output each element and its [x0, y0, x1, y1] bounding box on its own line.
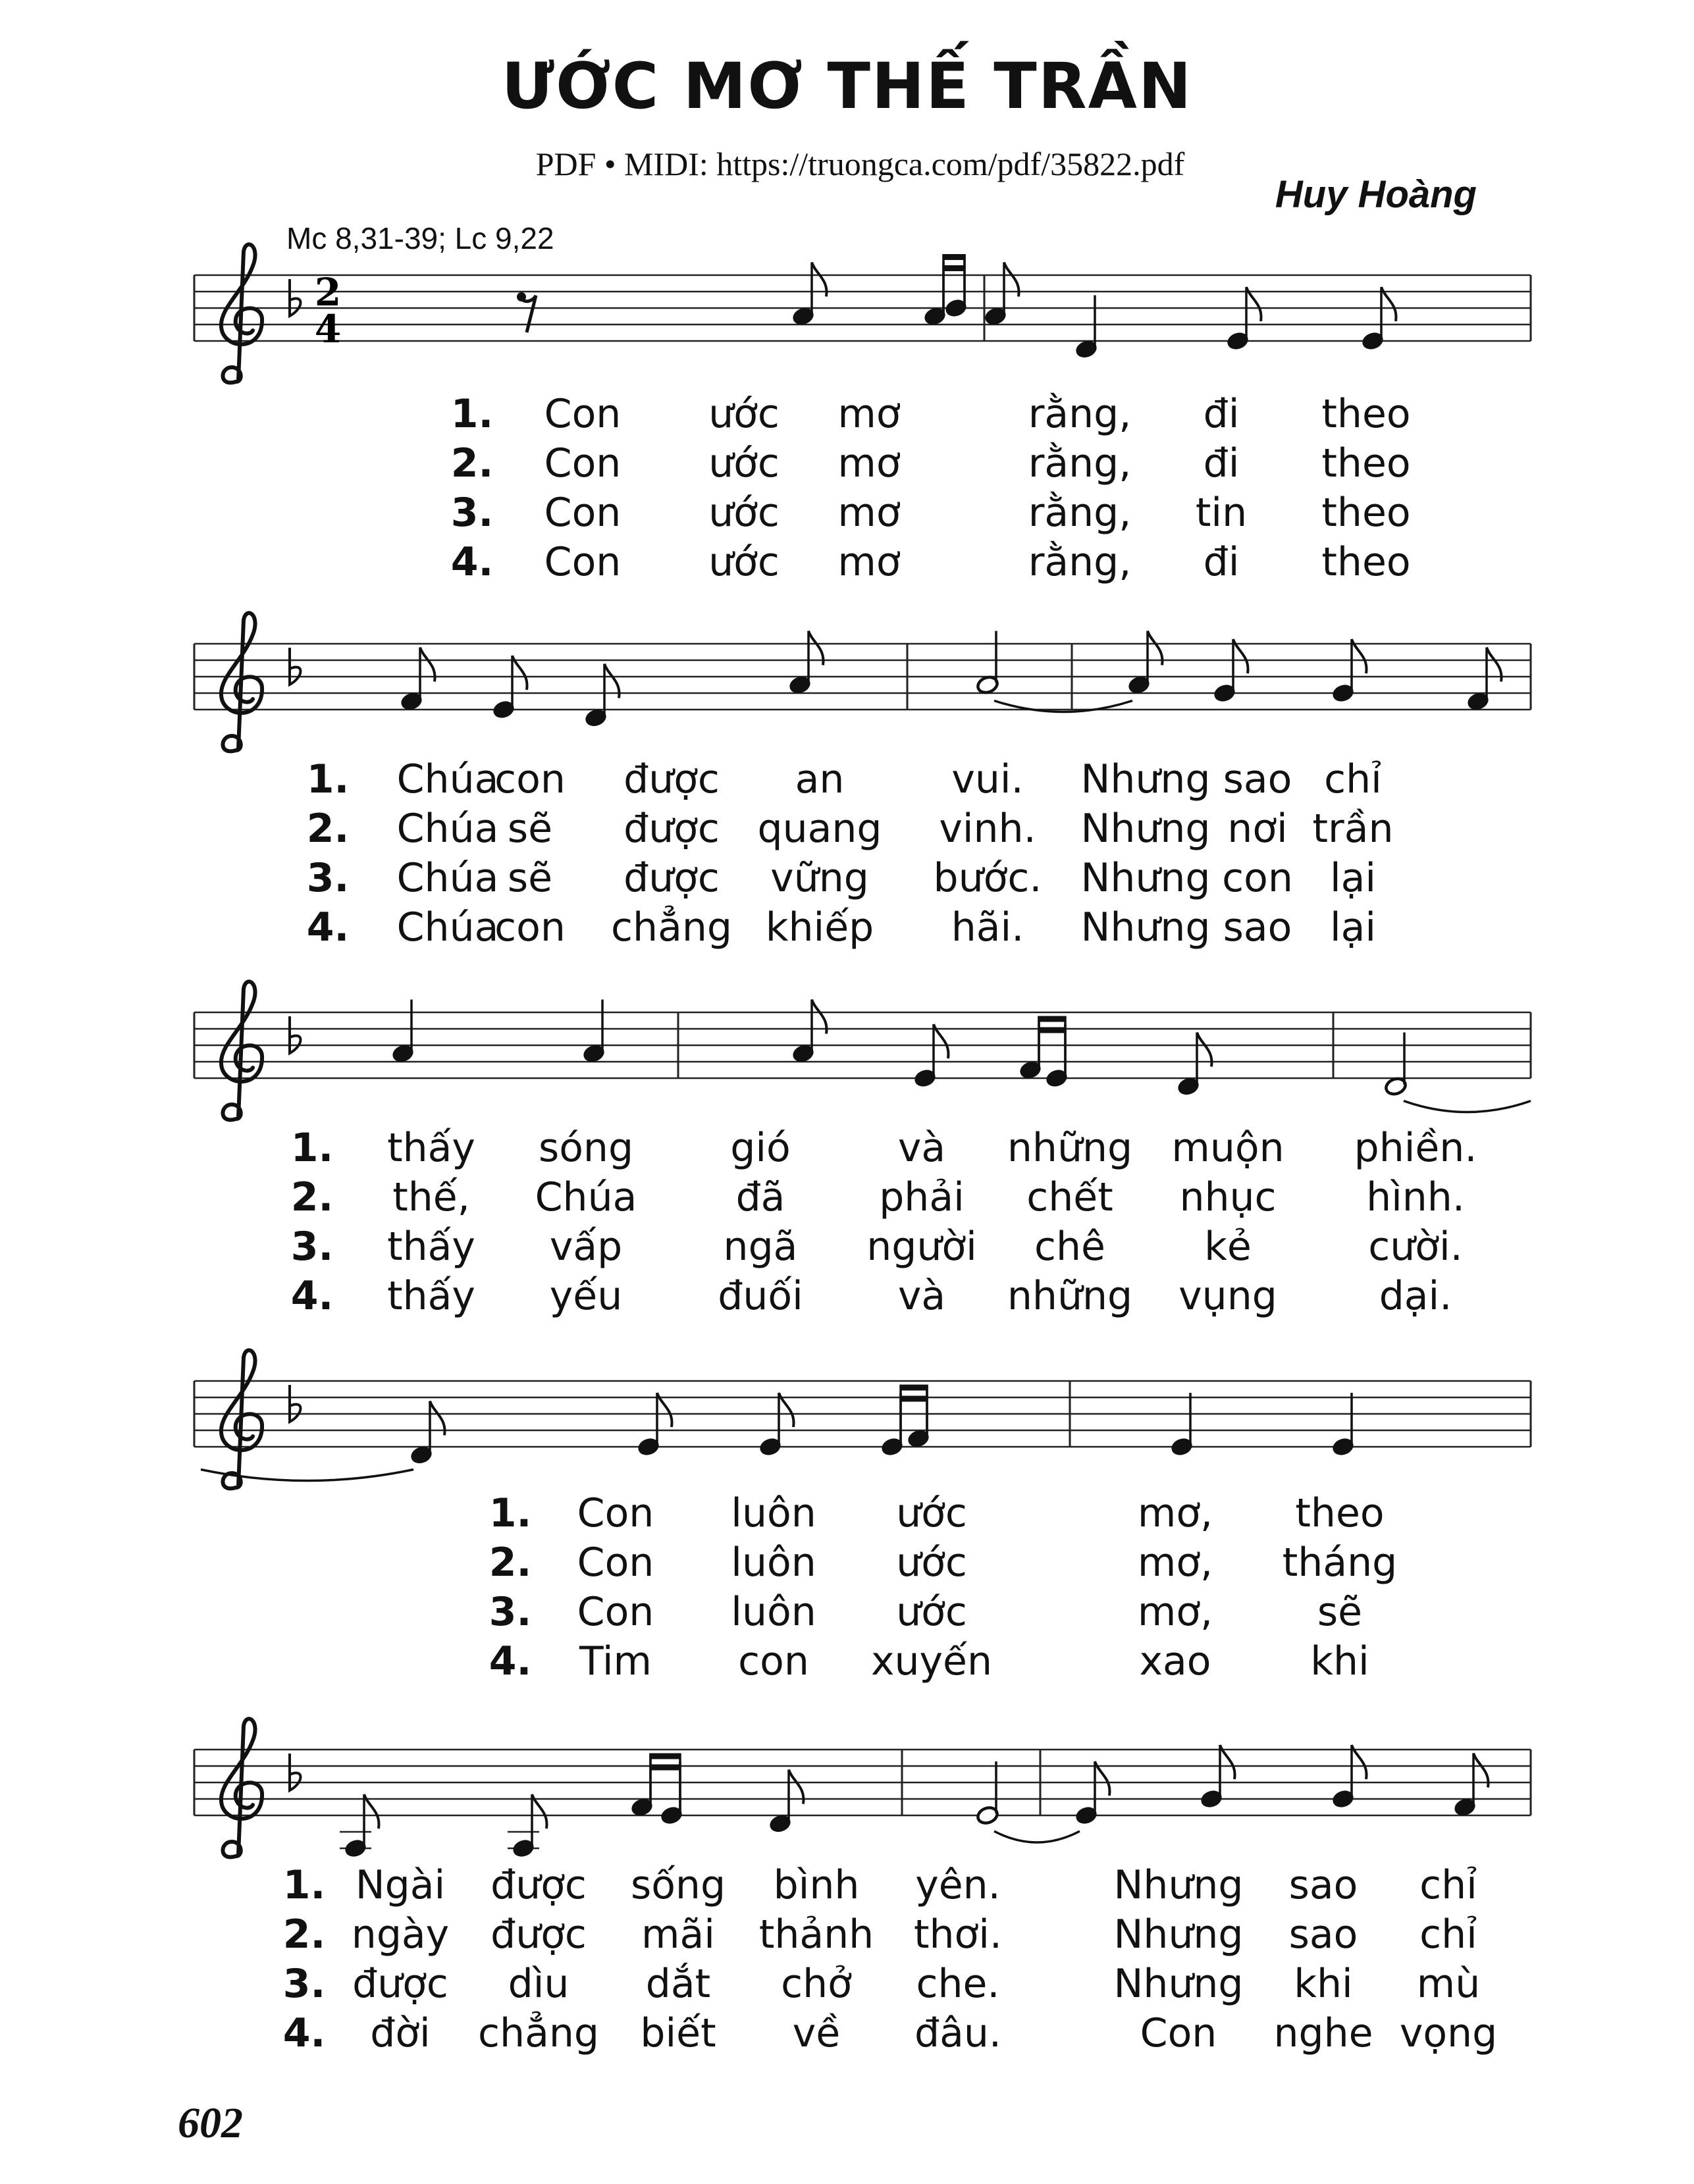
- verse-line-5-3: [0, 1960, 1694, 2008]
- lyric-word: Nhưng: [1080, 904, 1211, 950]
- treble-clef-icon: [221, 981, 262, 1120]
- lyric-word: về: [792, 2010, 841, 2056]
- verse-line-5-2: [0, 1910, 1694, 1959]
- lyric-word: nghe: [1273, 2010, 1373, 2056]
- verse-line-3-3: [0, 1222, 1694, 1271]
- lyric-word: và: [897, 1125, 946, 1171]
- lyric-word: sống: [630, 1862, 726, 1908]
- lyric-word: dìu: [508, 1961, 569, 2007]
- lyric-word: khi: [1310, 1638, 1369, 1684]
- lyric-word: Chúa: [396, 855, 499, 901]
- note-beam: [901, 1385, 927, 1391]
- lyric-word: xuyến: [871, 1638, 992, 1684]
- lyric-word: Tim: [579, 1638, 652, 1684]
- verse-number: 1.: [489, 1490, 532, 1536]
- page-number: 602: [178, 2099, 243, 2147]
- lyric-word: sẽ: [1317, 1589, 1363, 1635]
- lyric-word: theo: [1295, 1490, 1385, 1536]
- staff-system-3: [0, 981, 1694, 1132]
- verse-line-1-4: [0, 538, 1694, 586]
- lyric-word: Nhưng: [1113, 1911, 1244, 1958]
- lyric-word: mơ,: [1137, 1490, 1213, 1536]
- verse-line-2-3: [0, 854, 1694, 902]
- lyric-word: ước: [708, 490, 780, 536]
- source-link[interactable]: PDF • MIDI: https://truongca.com/pdf/35822.pdf: [535, 145, 1185, 182]
- lyric-word: chỉ: [1324, 756, 1382, 802]
- lyric-word: được: [623, 806, 720, 852]
- lyric-word: vấp: [549, 1224, 623, 1270]
- eighth-rest-dot: [517, 292, 526, 301]
- lyric-word: luôn: [731, 1589, 816, 1635]
- lyric-word: thấy: [387, 1273, 475, 1319]
- lyric-word: dại.: [1379, 1273, 1452, 1319]
- lyric-word: con: [1222, 855, 1293, 901]
- lyric-word: theo: [1321, 539, 1411, 585]
- lyric-word: thấy: [387, 1224, 475, 1270]
- lyric-word: theo: [1321, 391, 1411, 437]
- lyric-word: khiếp: [765, 904, 874, 950]
- lyric-word: luôn: [731, 1540, 816, 1586]
- lyric-word: mơ,: [1137, 1589, 1213, 1635]
- lyric-word: con: [494, 904, 566, 950]
- lyric-word: mơ,: [1137, 1540, 1213, 1586]
- verse-line-2-4: [0, 903, 1694, 952]
- lyric-word: ước: [896, 1589, 967, 1635]
- lyric-word: chở: [781, 1961, 852, 2007]
- lyric-word: ước: [708, 391, 780, 437]
- time-signature-bottom: 4: [314, 307, 342, 351]
- verse-number: 2.: [450, 440, 494, 486]
- treble-clef-icon: [221, 1719, 262, 1857]
- scripture-reference: Mc 8,31-39; Lc 9,22: [286, 221, 554, 255]
- key-signature-flat-icon: [290, 1385, 301, 1422]
- lyric-word: Con: [544, 440, 622, 486]
- lyric-word: và: [897, 1273, 946, 1319]
- lyric-word: Con: [577, 1589, 654, 1635]
- verse-line-5-1: [0, 1861, 1694, 1910]
- lyric-word: đi: [1203, 440, 1240, 486]
- verse-line-4-3: [0, 1588, 1694, 1636]
- lyric-word: được: [352, 1961, 448, 2007]
- staff-system-2: [0, 612, 1694, 770]
- verse-line-3-1: [0, 1124, 1694, 1172]
- verse-number: 3.: [282, 1961, 326, 2007]
- verse-line-3-4: [0, 1272, 1694, 1320]
- verse-number: 4.: [306, 904, 350, 950]
- lyric-word: mù: [1416, 1961, 1481, 2007]
- verse-number: 3.: [290, 1224, 334, 1270]
- lyric-word: những: [1007, 1273, 1133, 1319]
- lyric-word: ước: [708, 539, 780, 585]
- lyric-word: Con: [544, 539, 622, 585]
- lyric-word: hãi.: [951, 904, 1024, 950]
- staff-system-4: [0, 1349, 1694, 1507]
- verse-line-3-2: [0, 1173, 1694, 1222]
- lyric-word: vinh.: [939, 806, 1036, 852]
- key-signature-flat-icon: [290, 648, 301, 685]
- key-signature-flat-icon: [290, 1016, 301, 1053]
- lyric-word: tháng: [1282, 1540, 1398, 1586]
- lyric-word: theo: [1321, 490, 1411, 536]
- lyric-word: thảnh: [758, 1911, 874, 1958]
- lyric-word: che.: [916, 1961, 1000, 2007]
- key-signature-flat-icon: [290, 279, 301, 316]
- verse-line-1-1: [0, 390, 1694, 438]
- lyric-word: mơ: [837, 539, 901, 585]
- lyric-word: xao: [1139, 1638, 1211, 1684]
- lyric-word: Nhưng: [1080, 806, 1211, 852]
- verse-number: 2.: [306, 806, 350, 852]
- lyric-word: con: [738, 1638, 809, 1684]
- lyric-word: lại: [1329, 855, 1377, 901]
- verse-number: 3.: [489, 1589, 532, 1635]
- lyric-word: sao: [1288, 1862, 1358, 1908]
- lyric-word: ước: [708, 440, 780, 486]
- treble-clef-icon: [221, 1350, 262, 1488]
- lyric-word: Chúa: [396, 806, 499, 852]
- lyric-word: chê: [1034, 1224, 1105, 1270]
- lyric-word: người: [866, 1224, 977, 1270]
- lyric-word: dắt: [645, 1961, 711, 2007]
- verse-number: 2.: [290, 1174, 334, 1220]
- verse-line-1-3: [0, 488, 1694, 537]
- verse-line-5-4: [0, 2009, 1694, 2058]
- lyric-word: chẳng: [611, 904, 732, 950]
- lyric-word: chỉ: [1419, 1862, 1477, 1908]
- note-beam: [901, 1396, 927, 1402]
- lyric-word: Con: [577, 1490, 654, 1536]
- lyric-word: Nhưng: [1080, 756, 1211, 802]
- lyric-word: sóng: [538, 1125, 634, 1171]
- lyric-word: chẳng: [478, 2010, 599, 2056]
- note-beam: [1039, 1027, 1065, 1033]
- lyric-word: rằng,: [1028, 391, 1132, 437]
- lyric-word: thế,: [392, 1174, 470, 1220]
- lyric-word: thơi.: [913, 1911, 1003, 1958]
- lyric-word: rằng,: [1028, 440, 1132, 486]
- lyric-word: muộn: [1171, 1125, 1284, 1171]
- lyric-word: Con: [544, 391, 622, 437]
- lyric-word: những: [1007, 1125, 1133, 1171]
- lyric-word: Con: [577, 1540, 654, 1586]
- lyric-word: đuối: [718, 1273, 803, 1319]
- lyric-word: rằng,: [1028, 490, 1132, 536]
- lyric-word: đã: [735, 1174, 785, 1220]
- lyric-word: thấy: [387, 1125, 475, 1171]
- lyric-word: ngã: [723, 1224, 798, 1270]
- lyric-word: yên.: [915, 1862, 1001, 1908]
- lyric-word: biết: [640, 2010, 716, 2056]
- lyric-word: nơi: [1227, 806, 1288, 852]
- note-beam: [943, 265, 965, 271]
- lyric-word: Nhưng: [1113, 1862, 1244, 1908]
- lyric-word: rằng,: [1028, 539, 1132, 585]
- verse-number: 2.: [489, 1540, 532, 1586]
- lyric-word: sẽ: [507, 806, 553, 852]
- verse-line-4-2: [0, 1538, 1694, 1587]
- lyric-word: chỉ: [1419, 1911, 1477, 1958]
- verse-number: 4.: [450, 539, 494, 585]
- verse-line-1-2: [0, 439, 1694, 488]
- lyric-word: cười.: [1368, 1224, 1463, 1270]
- lyric-word: lại: [1329, 904, 1377, 950]
- lyric-word: ngày: [351, 1911, 450, 1958]
- composer-name: Huy Hoàng: [1275, 173, 1477, 216]
- lyric-word: được: [490, 1911, 587, 1958]
- lyric-word: theo: [1321, 440, 1411, 486]
- note-beam: [1039, 1016, 1065, 1022]
- lyric-word: an: [795, 756, 845, 802]
- lyric-word: phiền.: [1354, 1125, 1477, 1171]
- lyric-word: bình: [773, 1862, 860, 1908]
- verse-number: 2.: [282, 1911, 326, 1958]
- note-beam: [650, 1765, 680, 1771]
- lyric-word: chết: [1026, 1174, 1113, 1220]
- note-beam: [650, 1754, 680, 1759]
- lyric-word: đời: [370, 2010, 431, 2056]
- lyric-word: Chúa: [396, 904, 499, 950]
- lyric-word: Chúa: [535, 1174, 637, 1220]
- lyric-word: khi: [1294, 1961, 1353, 2007]
- lyric-word: yếu: [549, 1273, 623, 1319]
- lyric-word: đi: [1203, 391, 1240, 437]
- key-signature-flat-icon: [290, 1754, 301, 1790]
- lyric-word: bước.: [933, 855, 1042, 901]
- lyric-word: sẽ: [507, 855, 553, 901]
- staff-system-1: [0, 244, 1694, 415]
- note-beam: [943, 254, 965, 260]
- lyric-word: vụng: [1178, 1273, 1277, 1319]
- treble-clef-icon: [221, 244, 262, 382]
- lyric-word: phải: [879, 1174, 965, 1220]
- lyric-word: mơ: [837, 391, 901, 437]
- time-signature-top: 2: [314, 270, 342, 315]
- lyric-word: được: [490, 1862, 587, 1908]
- lyric-word: sao: [1288, 1911, 1358, 1958]
- lyric-word: đâu.: [914, 2010, 1001, 2056]
- tie-arc: [1404, 1101, 1531, 1112]
- lyric-word: tin: [1195, 490, 1248, 536]
- lyric-word: Con: [1140, 2010, 1217, 2056]
- lyric-word: sao: [1223, 904, 1292, 950]
- lyric-word: trần: [1312, 806, 1394, 852]
- lyric-word: vững: [770, 855, 869, 901]
- verse-number: 4.: [282, 2010, 326, 2056]
- treble-clef-icon: [221, 613, 262, 751]
- verse-line-4-4: [0, 1637, 1694, 1686]
- lyric-word: đi: [1203, 539, 1240, 585]
- lyric-word: kẻ: [1204, 1224, 1252, 1270]
- song-title: ƯỚC MƠ THẾ TRẦN: [501, 49, 1193, 123]
- lyric-word: được: [623, 855, 720, 901]
- verse-number: 1.: [450, 391, 494, 437]
- lyric-word: luôn: [731, 1490, 816, 1536]
- verse-number: 4.: [290, 1273, 334, 1319]
- lyric-word: mãi: [641, 1911, 715, 1958]
- lyric-word: quang: [757, 806, 882, 852]
- lyric-word: hình.: [1366, 1174, 1465, 1220]
- verse-line-4-1: [0, 1489, 1694, 1538]
- lyric-word: Nhưng: [1113, 1961, 1244, 2007]
- lyric-word: vui.: [951, 756, 1024, 802]
- verse-number: 3.: [450, 490, 494, 536]
- verse-line-2-1: [0, 755, 1694, 804]
- lyric-word: Ngài: [355, 1862, 446, 1908]
- lyric-word: mơ: [837, 490, 901, 536]
- lyric-word: sao: [1223, 756, 1292, 802]
- verse-number: 4.: [489, 1638, 532, 1684]
- lyric-word: mơ: [837, 440, 901, 486]
- lyric-word: Chúa: [396, 756, 499, 802]
- verse-number: 1.: [282, 1862, 326, 1908]
- lyric-word: nhục: [1179, 1174, 1277, 1220]
- verse-number: 1.: [290, 1125, 334, 1171]
- lyric-word: được: [623, 756, 720, 802]
- lyric-word: Con: [544, 490, 622, 536]
- verse-number: 3.: [306, 855, 350, 901]
- lyric-word: con: [494, 756, 566, 802]
- lyric-word: Nhưng: [1080, 855, 1211, 901]
- tie-arc: [994, 1831, 1080, 1842]
- lyric-word: ước: [896, 1540, 967, 1586]
- verse-line-2-2: [0, 804, 1694, 853]
- verse-number: 1.: [306, 756, 350, 802]
- lyric-word: ước: [896, 1490, 967, 1536]
- lyric-word: vọng: [1399, 2010, 1498, 2056]
- lyric-word: gió: [730, 1125, 791, 1171]
